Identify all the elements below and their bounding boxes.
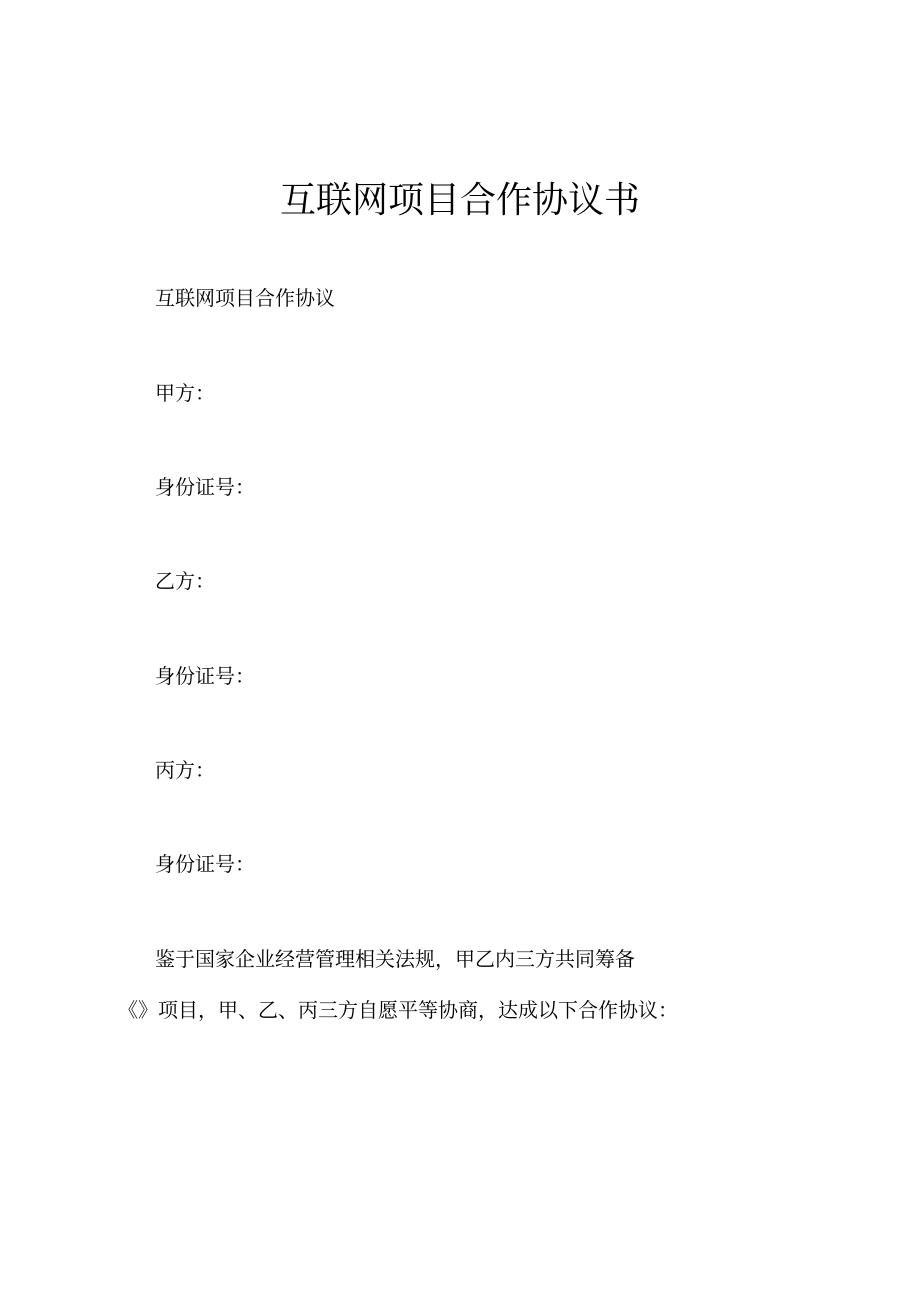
- preamble-line-1: 鉴于国家企业经营管理相关法规，甲乙内三方共同筹备: [155, 947, 635, 971]
- preamble-line-2: 《》项目，甲、乙、丙三方自愿平等协商，达成以下合作协议：: [118, 998, 678, 1022]
- party-a-label: 甲方：: [155, 381, 215, 405]
- document-title: 互联网项目合作协议书: [279, 180, 640, 221]
- party-c-label: 丙方：: [155, 758, 215, 782]
- party-b-label: 乙方：: [155, 569, 215, 593]
- party-a-id-label: 身份证号：: [155, 475, 255, 499]
- party-b-id-label: 身份证号：: [155, 664, 255, 688]
- party-c-id-label: 身份证号：: [155, 852, 255, 876]
- document-subtitle: 互联网项目合作协议: [155, 286, 335, 310]
